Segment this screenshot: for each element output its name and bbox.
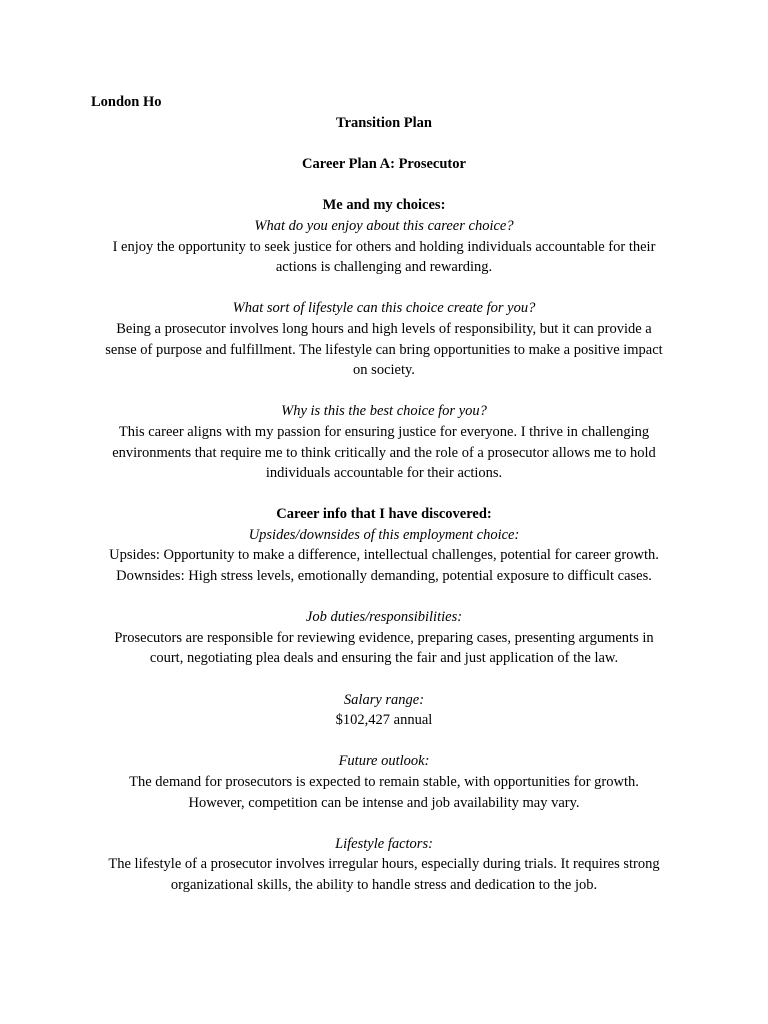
answer-line: $102,427 annual <box>335 712 433 729</box>
question-lifestyle: What sort of lifestyle can this choice create for you? <box>232 300 536 317</box>
answer-line: individuals accountable for their actions. <box>265 465 503 482</box>
section-heading-info: Career info that I have discovered: <box>276 506 492 523</box>
answer-line: However, competition can be intense and job availability may vary. <box>188 794 580 811</box>
answer-line: on society. <box>353 362 415 379</box>
question-duties: Job duties/responsibilities: <box>305 609 463 626</box>
answer-line: sense of purpose and fulfillment. The lifestyle can bring opportunities to make a positive impact <box>105 341 663 358</box>
answer-line: I enjoy the opportunity to seek justice for others and holding individuals accountable for their <box>112 238 656 255</box>
answer-line: organizational skills, the ability to handle stress and dedication to the job. <box>170 876 598 893</box>
question-upsides-downsides: Upsides/downsides of this employment choice: <box>248 526 520 543</box>
document-title: Transition Plan <box>335 115 432 131</box>
answer-line: court, negotiating plea deals and ensuring the fair and just application of the law. <box>149 650 619 667</box>
question-enjoy: What do you enjoy about this career choice? <box>254 217 514 234</box>
answer-line: environments that require me to think critically and the role of a prosecutor allows me to hold <box>112 444 656 461</box>
answer-line: This career aligns with my passion for ensuring justice for everyone. I thrive in challenging <box>118 423 650 440</box>
answer-line: The demand for prosecutors is expected to remain stable, with opportunities for growth. <box>129 774 639 790</box>
answer-line: Prosecutors are responsible for reviewing evidence, preparing cases, presenting arguments in <box>114 629 654 646</box>
answer-line: The lifestyle of a prosecutor involves irregular hours, especially during trials. It requires strong <box>108 856 660 873</box>
answer-line: Upsides: Opportunity to make a difference, intellectual challenges, potential for career growth. <box>109 547 659 564</box>
author-name: London Ho <box>91 94 162 110</box>
answer-line: Downsides: High stress levels, emotionally demanding, potential exposure to difficult cases. <box>116 568 652 585</box>
answer-line: actions is challenging and rewarding. <box>275 259 493 276</box>
answer-line: Being a prosecutor involves long hours and high levels of responsibility, but it can provide a <box>116 320 652 337</box>
document-body <box>84 113 684 896</box>
question-salary: Salary range: <box>343 691 425 708</box>
section-heading-me: Me and my choices: <box>322 197 446 214</box>
question-best-choice: Why is this the best choice for you? <box>281 403 487 420</box>
question-lifestyle-factors: Lifestyle factors: <box>335 835 433 852</box>
plan-heading: Career Plan A: Prosecutor <box>302 156 466 173</box>
question-outlook: Future outlook: <box>338 753 430 770</box>
